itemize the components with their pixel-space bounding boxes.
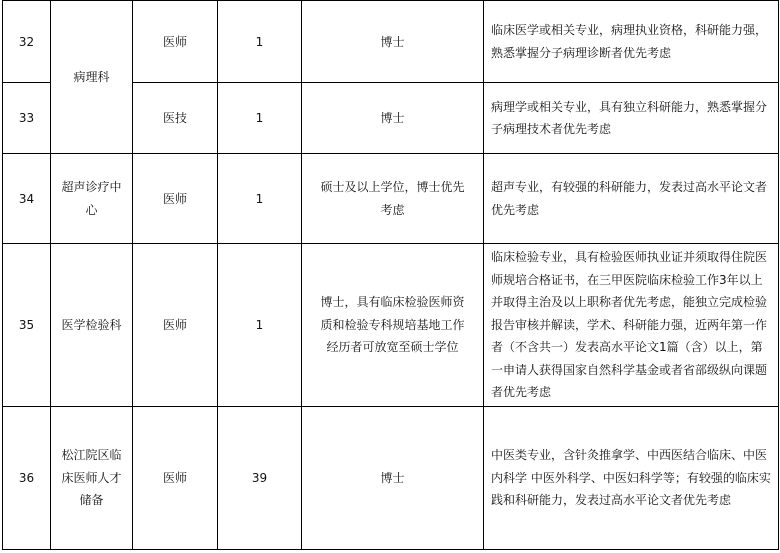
headcount-cell: 1: [218, 83, 302, 154]
headcount-cell: 39: [218, 407, 302, 550]
row-number: 35: [3, 244, 51, 407]
education-cell: 博士: [302, 83, 484, 154]
department-cell: 医学检验科: [51, 244, 133, 407]
requirements-cell: 临床检验专业，具有检验医师执业证并须取得住院医师规培合格证书，在三甲医院临床检验工作3年以上并取得主治及以上职称者优先考虑，能独立完成检验报告审核并解读，学术、科研能力强，近两年第一作者（不含共一）发表高水平论文1篇（含）以上，第一申请人获得国家自然科学基金或者省部级纵向课题者优先考虑: [484, 244, 779, 407]
education-cell: 硕士及以上学位，博士优先考虑: [302, 154, 484, 244]
table-row: [3, 154, 779, 244]
requirements-cell: 中医类专业，含针灸推拿学、中西医结合临床、中医内科学 中医外科学、中医妇科学等；有较强的临床实践和科研能力，发表过高水平论文者优先考虑: [484, 407, 779, 550]
headcount-cell: 1: [218, 154, 302, 244]
table-row: [3, 1, 779, 83]
requirements-cell: 病理学或相关专业，具有独立科研能力，熟悉掌握分子病理技术者优先考虑: [484, 83, 779, 154]
requirements-cell: 临床医学或相关专业，病理执业资格，科研能力强，熟悉掌握分子病理诊断者优先考虑: [484, 1, 779, 83]
position-cell: 医技: [133, 83, 218, 154]
position-cell: 医师: [133, 407, 218, 550]
headcount-cell: 1: [218, 1, 302, 83]
department-cell: 松江院区临床医师人才储备: [51, 407, 133, 550]
headcount-cell: 1: [218, 244, 302, 407]
department-cell: 病理科: [51, 1, 133, 154]
education-cell: 博士: [302, 407, 484, 550]
department-cell: 超声诊疗中心: [51, 154, 133, 244]
table-row: [3, 407, 779, 550]
position-cell: 医师: [133, 1, 218, 83]
row-number: 34: [3, 154, 51, 244]
position-cell: 医师: [133, 244, 218, 407]
education-cell: 博士，具有临床检验医师资质和检验专科规培基地工作经历者可放宽至硕士学位: [302, 244, 484, 407]
education-cell: 博士: [302, 1, 484, 83]
position-cell: 医师: [133, 154, 218, 244]
row-number: 32: [3, 1, 51, 83]
table-row: [3, 244, 779, 407]
row-number: 36: [3, 407, 51, 550]
requirements-cell: 超声专业，有较强的科研能力，发表过高水平论文者优先考虑: [484, 154, 779, 244]
recruitment-table: [2, 0, 779, 550]
row-number: 33: [3, 83, 51, 154]
